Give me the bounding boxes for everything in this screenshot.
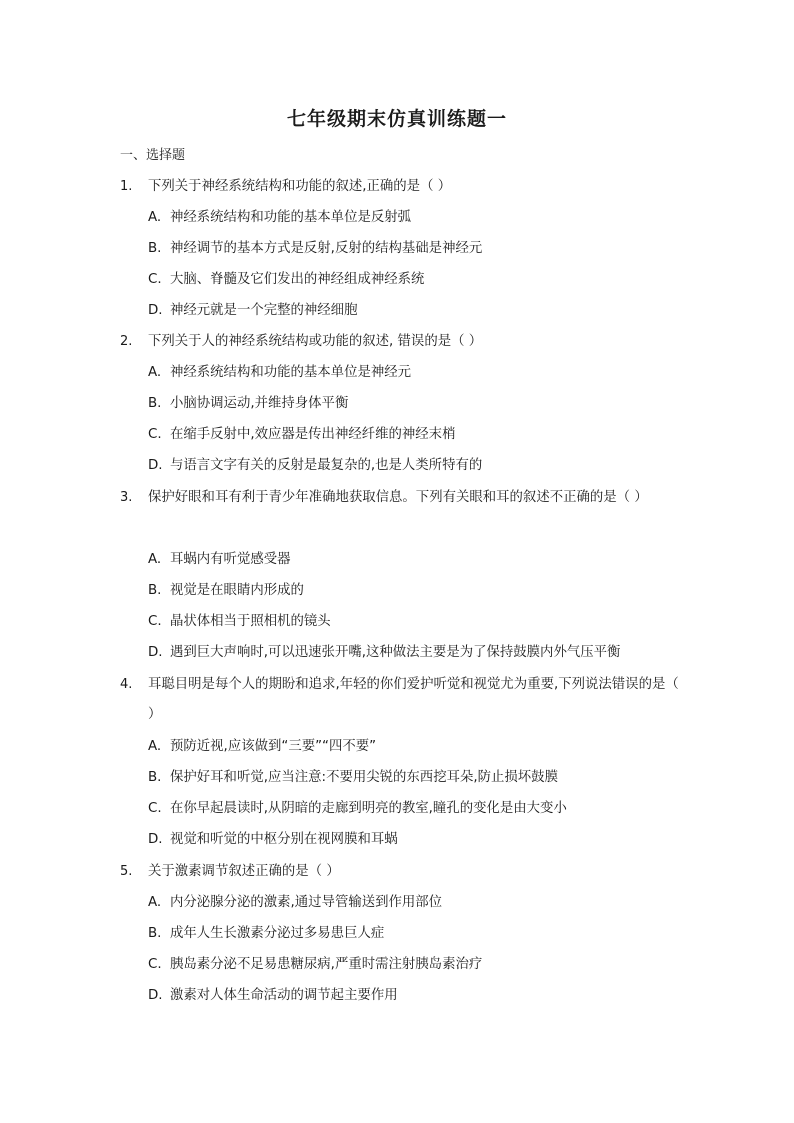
option-label: A. bbox=[148, 365, 162, 380]
option-d bbox=[148, 644, 620, 662]
option-label: C. bbox=[148, 801, 162, 816]
option-label: D. bbox=[148, 458, 163, 473]
option-d bbox=[148, 302, 357, 320]
option-b bbox=[148, 925, 384, 943]
option-text: 视觉是在眼睛内形成的 bbox=[170, 583, 304, 598]
option-text: 遇到巨大声响时,可以迅速张开嘴,这种做法主要是为了保持鼓膜内外气压平衡 bbox=[170, 645, 621, 660]
option-label: A. bbox=[148, 739, 162, 754]
option-label: B. bbox=[148, 396, 162, 411]
option-text: 预防近视,应该做到“三要”“四不要” bbox=[170, 739, 377, 754]
option-label: A. bbox=[148, 210, 162, 225]
question-number: 3. bbox=[120, 490, 133, 505]
option-b bbox=[148, 240, 482, 258]
option-text: 与语言文字有关的反射是最复杂的,也是人类所特有的 bbox=[170, 458, 483, 473]
option-text: 保护好耳和听觉,应当注意:不要用尖锐的东西挖耳朵,防止损坏鼓膜 bbox=[170, 770, 558, 785]
option-a bbox=[148, 738, 376, 756]
option-text: 胰岛素分泌不足易患糖尿病,严重时需注射胰岛素治疗 bbox=[170, 957, 483, 972]
option-label: A. bbox=[148, 895, 162, 910]
option-label: D. bbox=[148, 988, 163, 1003]
option-b bbox=[148, 582, 304, 600]
option-text: 神经元就是一个完整的神经细胞 bbox=[170, 303, 358, 318]
question-number: 1. bbox=[120, 179, 133, 194]
option-text: 神经系统结构和功能的基本单位是神经元 bbox=[170, 365, 412, 380]
section-heading: 一、选择题 bbox=[120, 148, 186, 163]
option-a bbox=[148, 364, 411, 382]
option-d bbox=[148, 987, 398, 1005]
option-c bbox=[148, 426, 455, 444]
option-label: C. bbox=[148, 957, 162, 972]
option-d bbox=[148, 831, 398, 849]
option-label: D. bbox=[148, 645, 163, 660]
option-text: 小脑协调运动,并维持身体平衡 bbox=[170, 396, 349, 411]
question-number: 2. bbox=[120, 334, 133, 349]
option-a bbox=[148, 894, 442, 912]
option-b bbox=[148, 769, 558, 787]
option-label: B. bbox=[148, 241, 162, 256]
option-text: 在缩手反射中,效应器是传出神经纤维的神经末梢 bbox=[170, 427, 456, 442]
option-text: 在你早起晨读时,从阴暗的走廊到明亮的教室,瞳孔的变化是由大变小 bbox=[170, 801, 567, 816]
question-number: 5. bbox=[120, 864, 133, 879]
option-text: 成年人生长激素分泌过多易患巨人症 bbox=[170, 926, 385, 941]
option-label: B. bbox=[148, 583, 162, 598]
option-label: B. bbox=[148, 770, 162, 785]
question-text: 下列关于人的神经系统结构或功能的叙述, 错误的是（ ） bbox=[148, 334, 483, 349]
option-text: 内分泌腺分泌的激素,通过导管输送到作用部位 bbox=[170, 895, 443, 910]
option-label: C. bbox=[148, 427, 162, 442]
option-b bbox=[148, 395, 348, 413]
option-label: D. bbox=[148, 303, 163, 318]
option-text: 激素对人体生命活动的调节起主要作用 bbox=[170, 988, 398, 1003]
option-c bbox=[148, 956, 482, 974]
question-text: 保护好眼和耳有利于青少年准确地获取信息。下列有关眼和耳的叙述不正确的是（ ） bbox=[148, 490, 648, 505]
option-text: 大脑、脊髓及它们发出的神经组成神经系统 bbox=[170, 272, 425, 287]
option-text: 耳蜗内有听觉感受器 bbox=[170, 552, 291, 567]
option-d bbox=[148, 457, 482, 475]
question-text: 关于激素调节叙述正确的是（ ） bbox=[148, 864, 340, 879]
option-text: 神经调节的基本方式是反射,反射的结构基础是神经元 bbox=[170, 241, 483, 256]
option-c bbox=[148, 800, 567, 818]
page-title: 七年级期末仿真训练题一 bbox=[286, 108, 507, 130]
option-a bbox=[148, 209, 411, 227]
option-c bbox=[148, 271, 424, 289]
option-text: 视觉和听觉的中枢分别在视网膜和耳蜗 bbox=[170, 832, 398, 847]
question-text: 下列关于神经系统结构和功能的叙述,正确的是（ ） bbox=[148, 179, 452, 194]
option-label: D. bbox=[148, 832, 163, 847]
option-label: A. bbox=[148, 552, 162, 567]
option-text: 神经系统结构和功能的基本单位是反射弧 bbox=[170, 210, 412, 225]
question-number: 4. bbox=[120, 677, 133, 692]
option-c bbox=[148, 613, 331, 631]
option-a bbox=[148, 551, 291, 569]
option-label: B. bbox=[148, 926, 162, 941]
option-label: C. bbox=[148, 272, 162, 287]
option-label: C. bbox=[148, 614, 162, 629]
question-text: 耳聪目明是每个人的期盼和追求,年轻的你们爱护听觉和视觉尤为重要,下列说法错误的是（ ） bbox=[148, 677, 679, 722]
option-text: 晶状体相当于照相机的镜头 bbox=[170, 614, 331, 629]
